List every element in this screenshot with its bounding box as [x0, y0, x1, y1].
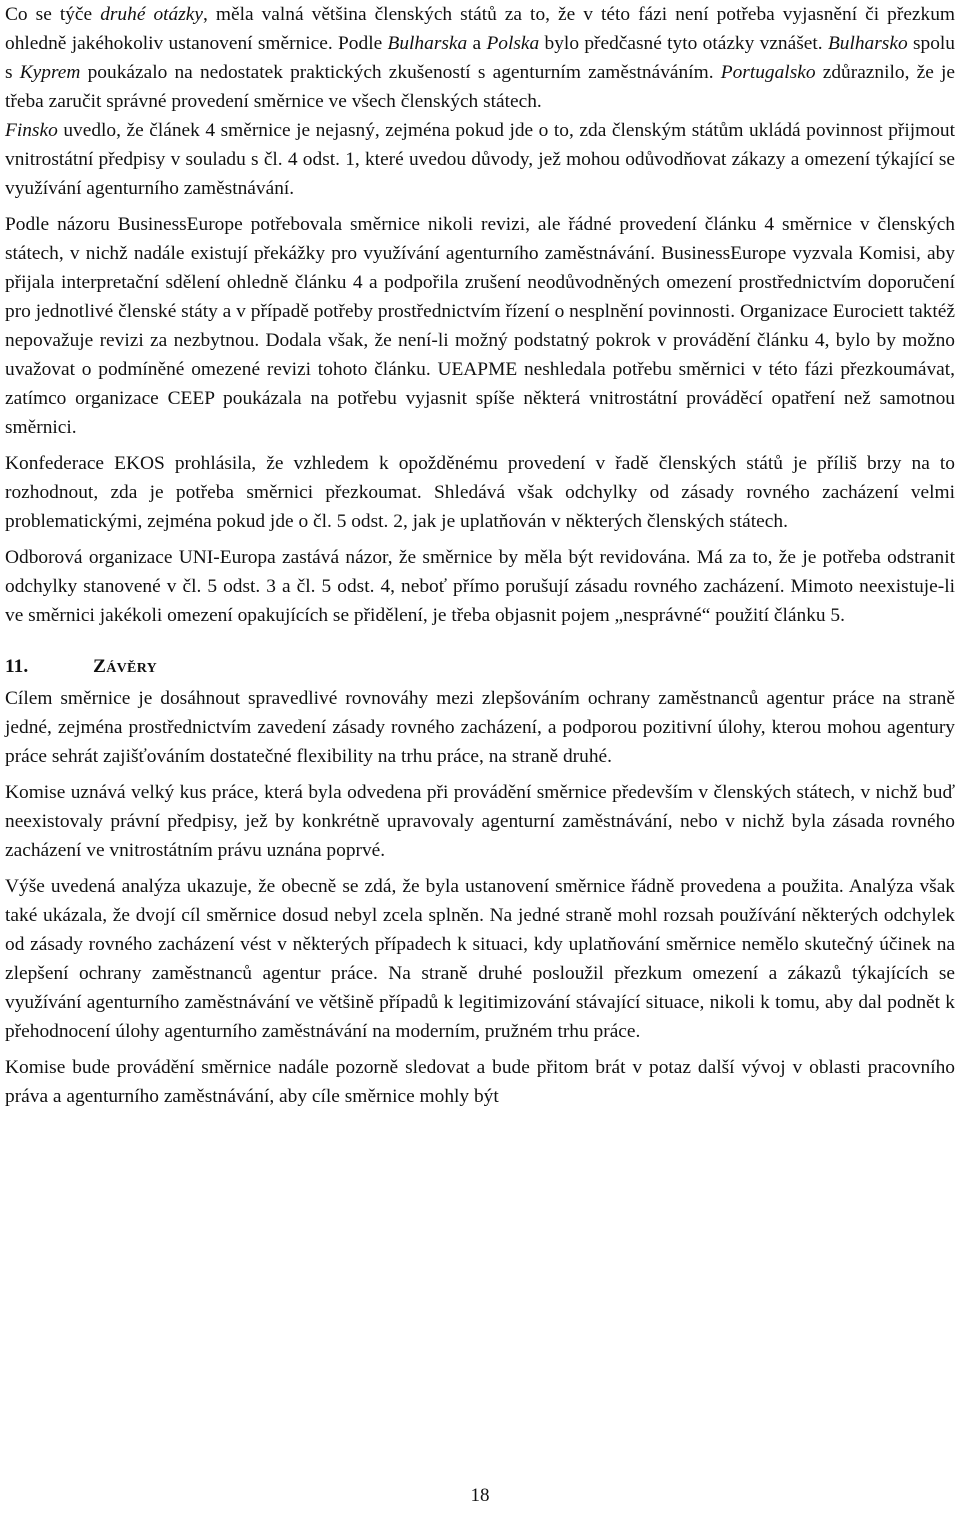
italic-run: Bulharsko [827, 33, 908, 54]
paragraph-directive-aim: Cílem směrnice je dosáhnout spravedlivé rovnováhy mezi zlepšováním ochrany zaměstnanců agentur práce na straně jedné, zejména prostřednictvím zavedení zásady rovného zacházení, a podporou pozitivní úlohy, kterou mohou agentury práce sehrát zajišťováním dostatečné flexibility na trhu práce, na straně druhé. [5, 688, 955, 767]
text-run: bylo předčasné tyto otázky vznášet. [539, 33, 828, 54]
section-title: Závěry [93, 656, 158, 677]
text-run: , měla valná většina členských států za to, že v této fázi není potřeba vyjasnění či přezkum ohledně jakéhokoliv ustanovení směrnice. Podle [5, 4, 956, 54]
italic-run: Finsko [5, 120, 58, 141]
text-run: zdůraznilo, že je třeba zaručit správné provedení směrnice ve všech členských státech. [5, 62, 956, 112]
text-run: uvedlo, že článek 4 směrnice je nejasný, zejména pokud jde o to, zda členským státům ukládá povinnost přijmout vnitrostátní předpisy v souladu s čl. 4 odst. 1, které uvedou důvody, jež mohou odůvodňovat zákazy a omezení týkající se využívání agenturního zaměstnávání. [5, 120, 955, 199]
text-run: a [467, 33, 487, 54]
section-heading [5, 652, 955, 681]
text-run: spolu s [5, 33, 955, 83]
italic-run: druhé otázky [100, 4, 203, 25]
italic-run: Bulharska [387, 33, 468, 54]
text-run: Co se týče [5, 4, 101, 25]
paragraph-analysis: Výše uvedená analýza ukazuje, že obecně se zdá, že byla ustanovení směrnice řádně provedena a použita. Analýza však také ukázala, že dvojí cíl směrnice dosud nebyl zcela splněn. Na jedné straně mohl rozsah používání některých odchylek od zásady rovného zacházení vést v některých případech k situaci, kdy uplatňování směrnice nemělo skutečný účinek na zlepšení ochrany zaměstnanců agentur práce. Na straně druhé posloužil přezkum omezení a zákazů týkajících se využívání agenturního zaměstnávání ve většině případů k legitimizování stávající situace, nikoli k tomu, aby dal podnět k přehodnocení úlohy agenturního zaměstnávání na moderním, pružném trhu práce. [5, 876, 955, 1042]
section-number: 11. [5, 656, 29, 677]
paragraph-ekos: Konfederace EKOS prohlásila, že vzhledem k opožděnému provedení v řadě členských států je příliš brzy na to rozhodnout, zda je potřeba směrnici přezkoumat. Shledává však odchylky od zásady rovného zacházení velmi problematickými, zejména pokud jde o čl. 5 odst. 2, jak je uplatňován v některých členských státech. [5, 453, 955, 532]
paragraph-member-states [5, 0, 955, 203]
document-page [5, 0, 955, 1111]
paragraph-businesseurope: Podle názoru BusinessEurope potřebovala směrnice nikoli revizi, ale řádné provedení článku 4 směrnice v členských státech, v nichž nadále existují překážky pro využívání agenturního zaměstnávání. BusinessEurope vyzvala Komisi, aby přijala interpretační sdělení ohledně článku 4 a podpořila zrušení neodůvodněných omezení prostřednictvím doporučení pro jednotlivé členské státy a v případě potřeby prostřednictvím řízení o nesplnění povinnosti. Organizace Eurociett taktéž nepovažuje revizi za nezbytnou. Dodala však, že není-li možný podstatný pokrok v provádění článku 4, bylo by možno uvažovat o podmíněné omezené revizi tohoto článku. UEAPME neshledala potřebu směrnici v této fázi přezkoumávat, zatímco organizace CEEP poukázala na potřebu vyjasnit spíše některá vnitrostátní prováděcí opatření než samotnou směrnici. [5, 214, 955, 438]
page-number: 18 [470, 1485, 490, 1506]
paragraph-commission-monitor: Komise bude provádění směrnice nadále pozorně sledovat a bude přitom brát v potaz další vývoj v oblasti pracovního práva a agenturního zaměstnávání, aby cíle směrnice mohly být [5, 1057, 955, 1107]
italic-run: Kyprem [19, 62, 81, 83]
paragraph-commission-acknowledges: Komise uznává velký kus práce, která byla odvedena při provádění směrnice především v členských státech, v nichž buď neexistovaly právní předpisy, jež by konkrétně upravovaly agenturní zaměstnávání, nebo v nichž byla zásada rovného zacházení ve vnitrostátním právu uznána poprvé. [5, 782, 955, 861]
italic-run: Portugalsko [720, 62, 816, 83]
text-run: poukázalo na nedostatek praktických zkušeností s agenturním zaměstnáváním. [80, 62, 721, 83]
paragraph-uni-europa: Odborová organizace UNI-Europa zastává názor, že směrnice by měla být revidována. Má za to, že je potřeba odstranit odchylky stanovené v čl. 5 odst. 3 a čl. 5 odst. 4, neboť přímo porušují zásadu rovného zacházení. Mimoto neexistuje-li ve směrnici jakékoli omezení opakujících se přidělení, je třeba objasnit pojem „nesprávné“ použití článku 5. [5, 547, 955, 626]
italic-run: Polska [486, 33, 540, 54]
